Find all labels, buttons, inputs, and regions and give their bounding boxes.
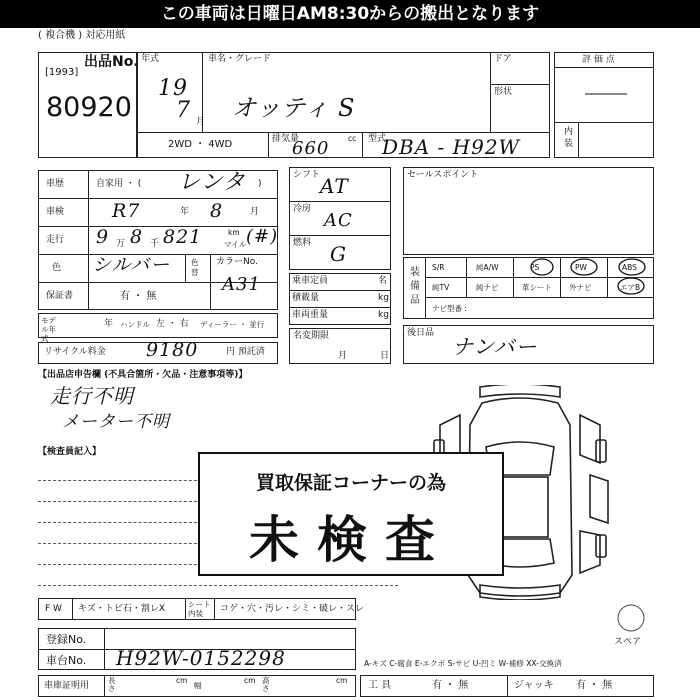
equip-oem-tv: 純TV (432, 283, 450, 292)
color-number-label: カラーNo. (216, 257, 258, 267)
inspection-month-value: 8 (210, 200, 224, 222)
fuel-value: G (330, 242, 347, 266)
jack-label: ジャッキ (514, 680, 554, 691)
spare-tire-icon (616, 603, 646, 633)
tools-label: 工 具 (368, 680, 392, 691)
car-name-value: オッティ S (232, 94, 356, 122)
length-label: 長さ (108, 676, 116, 693)
weight-label: 車両重量 (292, 310, 329, 320)
fw-legend: キズ・トビ石・割レX (78, 604, 165, 614)
aftermarket-parts-value: ナンバー (452, 335, 538, 359)
stamp-main-text: 未検査 (249, 511, 453, 569)
shape-label: 形状 (494, 87, 513, 97)
fw-label: F W (45, 604, 62, 614)
color-value: シルバー (92, 254, 171, 276)
fuel-label: 燃料 (293, 238, 312, 248)
chassis-number-label: 車台No. (46, 654, 87, 667)
ac-label: 冷房 (293, 204, 312, 214)
mileage-mile-unit: マイル (224, 240, 247, 249)
equip-alloy-wheels: 純A/W (476, 263, 499, 272)
month-unit: 月 (196, 117, 206, 127)
registration-number-label: 登録No. (46, 633, 87, 646)
shift-value: AT (320, 174, 349, 198)
inspector-notes-label: 【検査員記入】 (38, 447, 102, 457)
displacement-value: 660 (292, 138, 330, 159)
height-cm-unit: cm (336, 676, 348, 685)
mileage-man-unit: 万 (116, 239, 126, 249)
damage-code-legend: A-キズ C-腐食 E-エクボ S-サビ U-凹ミ W-補修 XX-交換済 (364, 659, 562, 668)
seller-note-mileage: 走行不明 (50, 384, 134, 408)
name-change-deadline-label: 名変期限 (293, 331, 330, 341)
equip-abs: ABS (622, 263, 637, 272)
mileage-sen-unit: 千 (150, 239, 160, 249)
name-change-month-unit: 月 (338, 351, 348, 361)
recycle-fee-unit: 円 預託済 (226, 347, 265, 357)
warranty-label: 保証書 (46, 291, 74, 301)
chassis-number-value: H92W-0152298 (116, 646, 286, 670)
seat-interior-legend: コゲ・穴・汚レ・シミ・破レ・スレ (220, 604, 365, 614)
mileage-label: 走行 (46, 235, 65, 245)
inspection-label: 車検 (46, 207, 65, 217)
capacity-unit: 名 (378, 276, 388, 286)
color-label: 色 (52, 263, 62, 273)
length-cm-unit: cm (176, 676, 188, 685)
drive-type-options: 2WD ・ 4WD (168, 139, 233, 150)
history-label: 車歴 (46, 179, 65, 189)
rating-label: 評 価 点 (582, 55, 615, 65)
capacity-label: 乗車定員 (292, 276, 329, 286)
lot-number-label: 出品No. (84, 54, 139, 70)
color-number-value: A31 (222, 274, 261, 295)
width-label: 幅 (194, 681, 202, 690)
sales-point-box (403, 167, 654, 255)
car-name-label: 車名・グレード (208, 54, 272, 64)
load-unit: kg (378, 293, 389, 303)
lot-bracket-number: [1993] (45, 67, 79, 78)
repaint-label: 色替 (191, 258, 199, 277)
dealer-options: ディーラー ・ 並行 (200, 320, 265, 329)
equipment-label: 装備品 (410, 267, 420, 306)
equip-sunroof: S/R (432, 263, 445, 272)
width-cm-unit: cm (244, 676, 256, 685)
doors-label: ドア (494, 54, 512, 64)
seller-notes-label: 【出品店申告欄 (不具合箇所・欠品・注意事項等)】 (38, 370, 248, 380)
vehicle-cert-label: 車庫証明用 (44, 681, 90, 691)
mileage-sen-value: 8 (130, 226, 144, 248)
displacement-label: 排気量 (272, 134, 300, 144)
lot-number-value: 80920 (46, 92, 132, 123)
height-label: 高さ (262, 676, 270, 693)
handle-label: ハンドル (120, 320, 150, 329)
weight-unit: kg (378, 310, 389, 320)
load-label: 積載量 (292, 293, 320, 303)
handle-options: 左 ・ 右 (156, 319, 189, 329)
equip-leather-seat: 革シート (522, 283, 552, 292)
year-label: 年式 (141, 54, 160, 64)
model-year-unit: 年 (104, 319, 114, 329)
inspection-year-value: R7 (112, 200, 141, 222)
unexamined-stamp (198, 452, 504, 576)
year-value: 19 (158, 76, 188, 101)
ac-value: AC (324, 210, 353, 231)
equip-oem-navi: 純ナビ (476, 283, 499, 292)
equipment-circle-marks (425, 257, 654, 297)
mileage-km-unit: km (228, 228, 240, 237)
history-close-paren: ) (258, 179, 262, 189)
form-type-label: ( 複合機 ) 対応用紙 (38, 30, 126, 41)
displacement-unit: cc (348, 134, 357, 143)
model-code-value: DBA - H92W (382, 135, 521, 159)
recycle-fee-value: 9180 (146, 339, 199, 361)
mileage-man-value: 9 (96, 226, 110, 248)
seller-note-meter: メーター不明 (62, 412, 170, 432)
spare-label: スペア (614, 637, 642, 647)
equip-power-windows: PW (575, 263, 587, 272)
history-options: 自家用 ・ ( (96, 179, 142, 189)
inspection-year-unit: 年 (180, 207, 190, 217)
equip-airbag: エアB (620, 283, 641, 292)
recycle-fee-label: リサイクル料金 (44, 347, 106, 357)
mileage-note: (#) (246, 226, 279, 247)
month-value: 7 (176, 98, 191, 123)
aftermarket-parts-label: 後日品 (407, 328, 435, 338)
rating-value: ――― (585, 86, 627, 102)
seat-interior-label: シート内装 (188, 600, 211, 618)
tools-options: 有 ・ 無 (432, 680, 469, 691)
pickup-notice-banner: この車両は日曜日AM8:30からの搬出となります (0, 0, 700, 28)
history-value: レンタ (178, 170, 246, 195)
equip-power-steering: PS (530, 263, 540, 272)
mileage-rest-value: 821 (163, 226, 203, 248)
model-year-label: モデル年式 (41, 316, 56, 343)
inspection-month-unit: 月 (250, 207, 260, 217)
shift-label: シフト (293, 170, 321, 180)
warranty-options: 有 ・ 無 (120, 291, 157, 302)
sales-point-label: セールスポイント (407, 170, 479, 180)
equip-aftermarket-navi: 外ナビ (569, 283, 592, 292)
navi-model-label: ナビ型番 : (432, 304, 467, 313)
stamp-subtitle: 買取保証コーナーの為 (255, 472, 446, 494)
model-code-label: 型式 (368, 134, 387, 144)
name-change-day-unit: 日 (380, 351, 390, 361)
jack-options: 有 ・ 無 (576, 680, 613, 691)
interior-label: 内装 (564, 127, 574, 149)
